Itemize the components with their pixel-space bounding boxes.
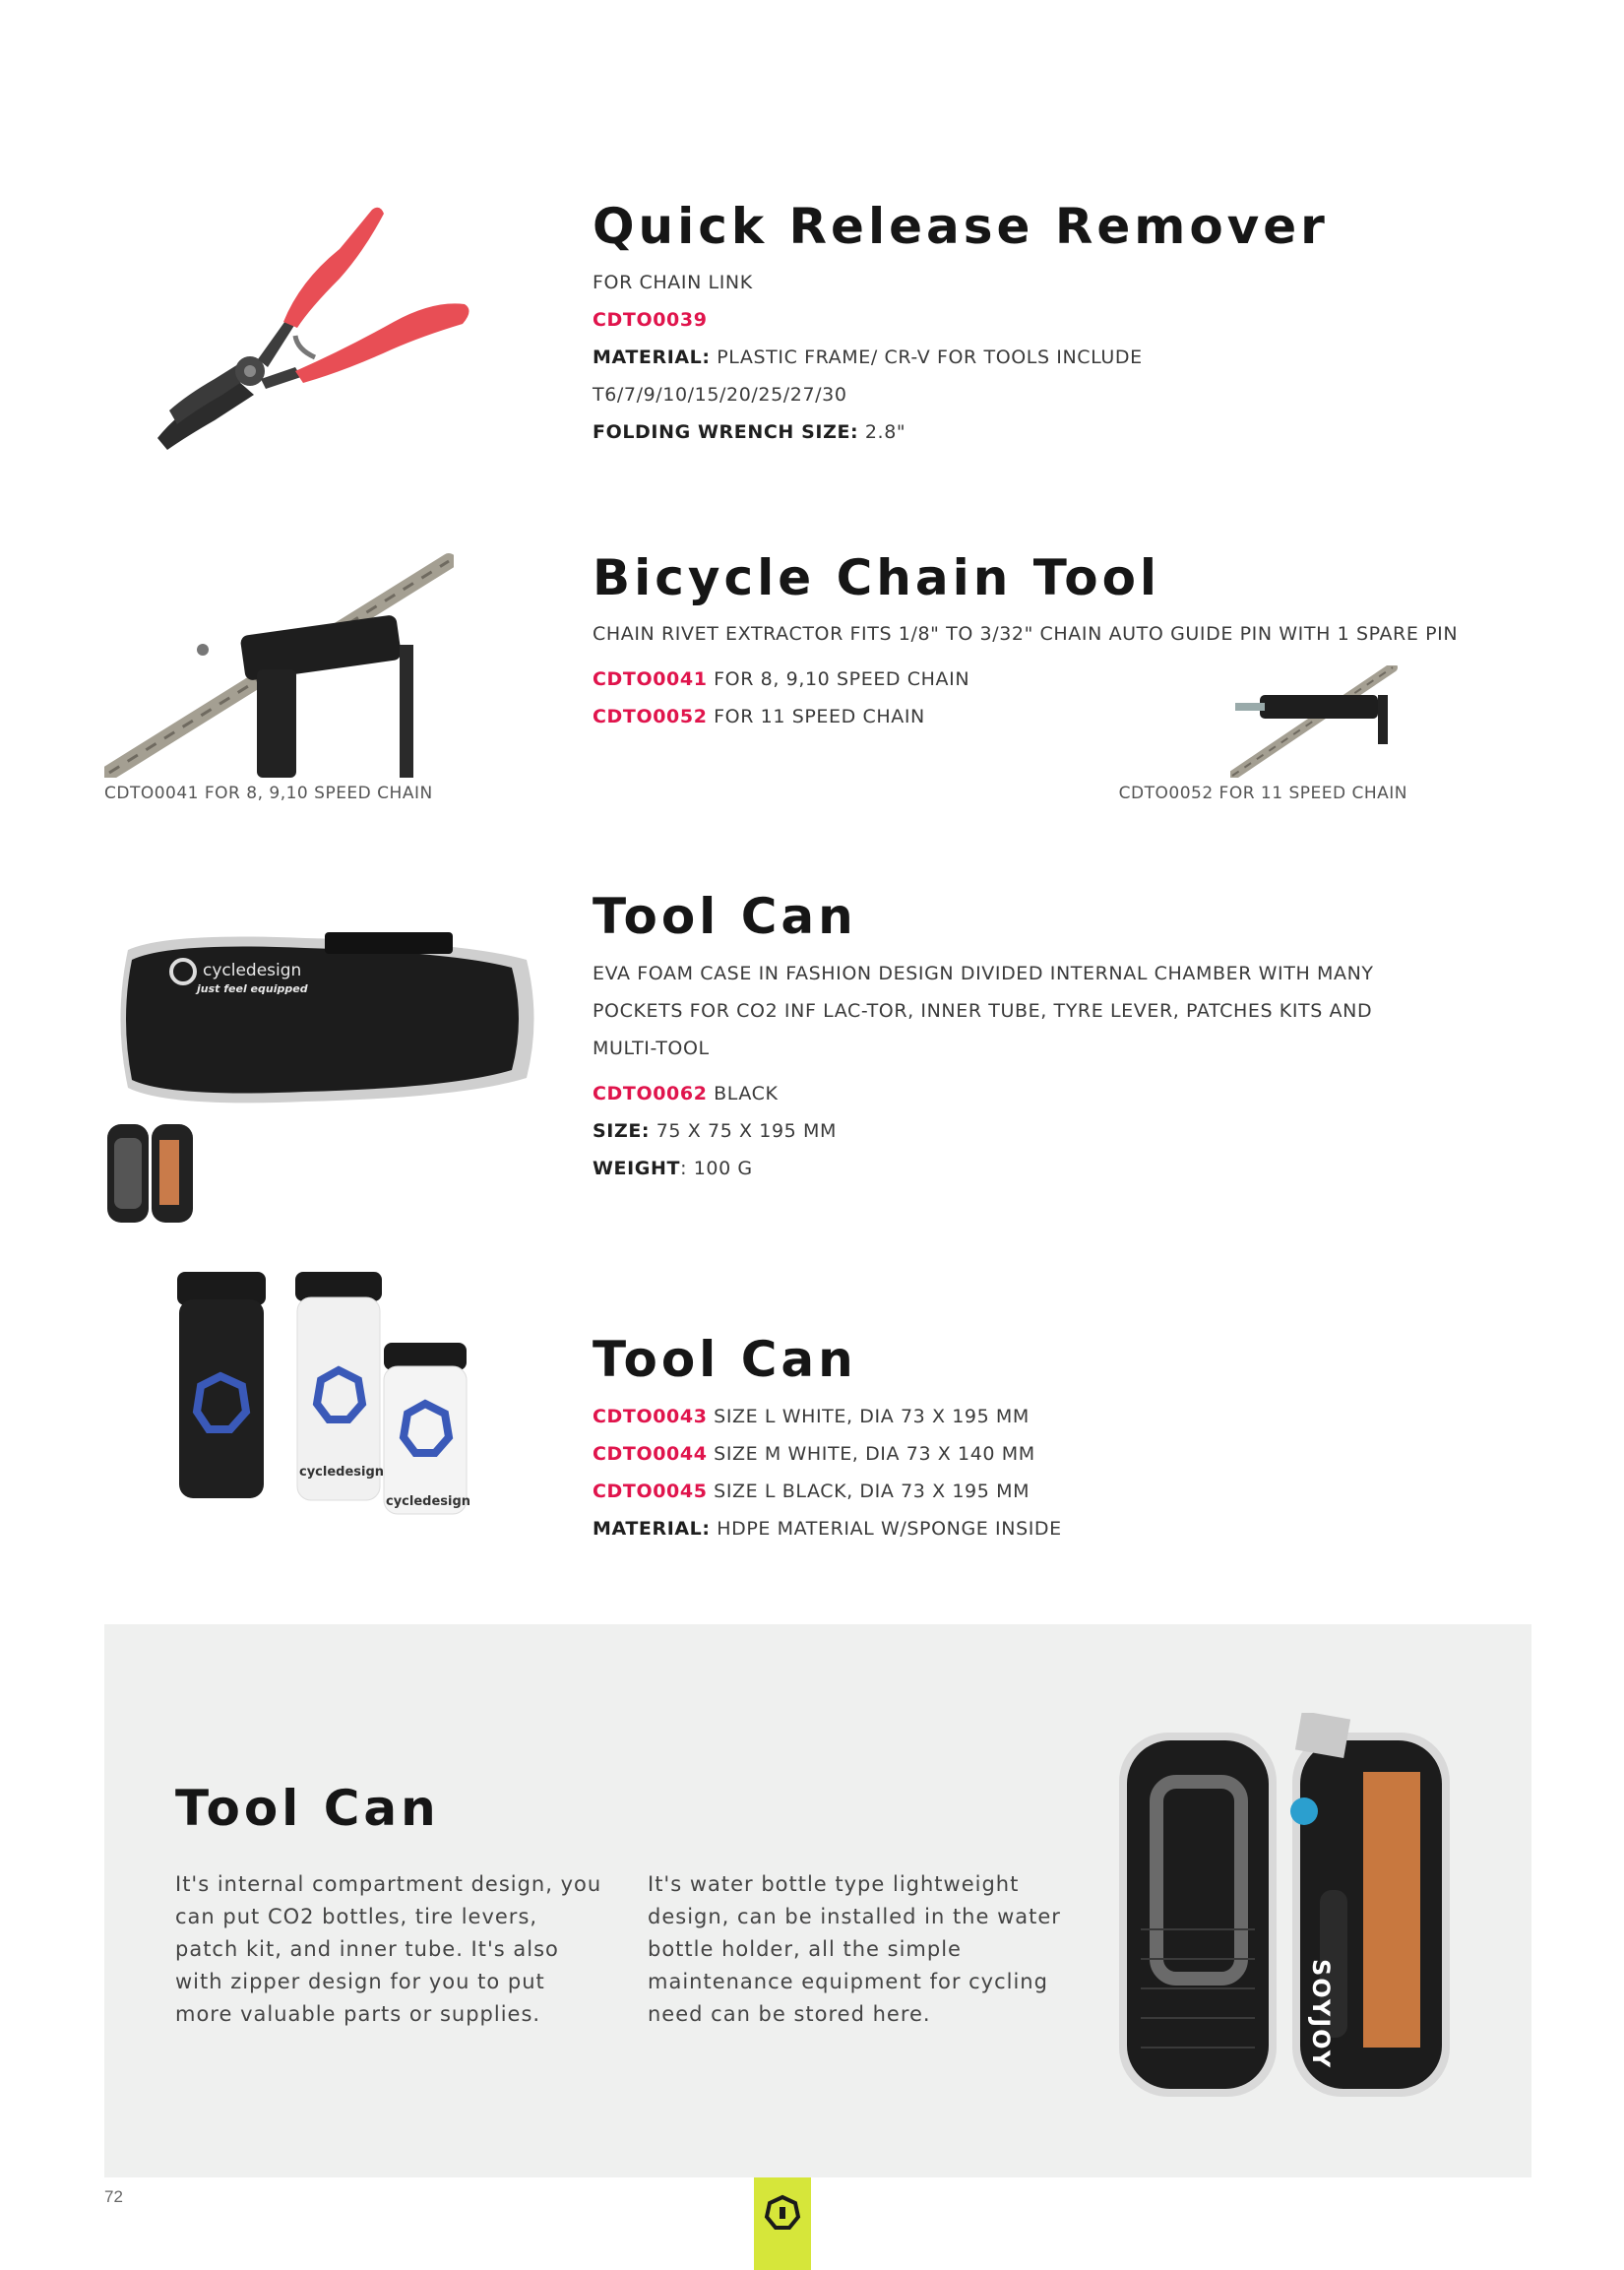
product-image-chain-tool-large bbox=[104, 551, 454, 778]
brand-logo-icon bbox=[754, 2177, 811, 2270]
spec-line: MATERIAL: PLASTIC FRAME/ CR-V FOR TOOLS INCLUDE bbox=[593, 347, 1143, 368]
spec-line: FOLDING WRENCH SIZE: 2.8" bbox=[593, 421, 906, 443]
case-logo-text: cycledesign bbox=[203, 961, 302, 980]
energy-bar-label: SOYJOY bbox=[1307, 1959, 1335, 2070]
feature-title: Tool Can bbox=[175, 1780, 440, 1837]
product-image-tool-case bbox=[108, 920, 541, 1117]
product-code-line: CDTO0043 SIZE L WHITE, DIA 73 X 195 MM bbox=[593, 1406, 1030, 1427]
product-title-tool-can-bottles: Tool Can bbox=[593, 1331, 857, 1388]
product-title-quick-release-remover: Quick Release Remover bbox=[593, 198, 1329, 255]
bottle-label-text: cycledesign bbox=[299, 1465, 385, 1480]
product-specs-tool-can-bottles bbox=[593, 1398, 1062, 1547]
spec-line: CHAIN RIVET EXTRACTOR FITS 1/8" TO 3/32" CHAIN AUTO GUIDE PIN WITH 1 SPARE PIN bbox=[593, 623, 1459, 645]
spec-line: WEIGHT: 100 G bbox=[593, 1158, 753, 1179]
feature-text-column-1: It's internal compartment design, you can put CO2 bottles, tire levers, patch kit, and inner tube. It's also with zipper design for you to put more valuable parts or supplies. bbox=[175, 1872, 602, 2026]
product-code-line: CDTO0041 FOR 8, 9,10 SPEED CHAIN bbox=[593, 668, 970, 690]
product-specs-tool-can-case bbox=[593, 955, 1374, 1187]
product-title-tool-can-case: Tool Can bbox=[593, 888, 857, 945]
product-code-line: CDTO0044 SIZE M WHITE, DIA 73 X 140 MM bbox=[593, 1443, 1035, 1465]
feature-image-open-tool-case bbox=[1117, 1713, 1452, 2107]
image-caption-chain-tool-left: CDTO0041 FOR 8, 9,10 SPEED CHAIN bbox=[104, 784, 433, 803]
product-image-tool-bottles bbox=[175, 1270, 490, 1531]
product-image-quick-release-remover bbox=[148, 202, 482, 458]
spec-line: POCKETS FOR CO2 INF LAC-TOR, INNER TUBE, TYRE LEVER, PATCHES KITS AND bbox=[593, 1000, 1373, 1022]
product-specs-quick-release-remover bbox=[593, 264, 1143, 451]
case-tagline: just feel equipped bbox=[197, 982, 308, 995]
page-number: 72 bbox=[104, 2187, 123, 2206]
product-code: CDTO0039 bbox=[593, 309, 708, 331]
product-code-line: CDTO0045 SIZE L BLACK, DIA 73 X 195 MM bbox=[593, 1481, 1031, 1502]
bottle-label-text-small: cycledesign bbox=[386, 1494, 471, 1509]
spec-line: T6/7/9/10/15/20/25/27/30 bbox=[593, 384, 847, 406]
spec-line: EVA FOAM CASE IN FASHION DESIGN DIVIDED INTERNAL CHAMBER WITH MANY bbox=[593, 963, 1374, 984]
spec-line: SIZE: 75 X 75 X 195 MM bbox=[593, 1120, 837, 1142]
product-title-chain-tool: Bicycle Chain Tool bbox=[593, 549, 1161, 606]
feature-text-column-2: It's water bottle type lightweight design, can be installed in the water bottle holder, all the simple maintenance equipment for cycling need can be stored here. bbox=[648, 1872, 1061, 2026]
product-code-line: CDTO0062 BLACK bbox=[593, 1083, 779, 1104]
spec-line: FOR CHAIN LINK bbox=[593, 272, 753, 293]
spec-line: MATERIAL: HDPE MATERIAL W/SPONGE INSIDE bbox=[593, 1518, 1062, 1540]
spec-line: MULTI-TOOL bbox=[593, 1038, 710, 1059]
product-image-chain-tool-small bbox=[1230, 665, 1407, 778]
product-code-line: CDTO0052 FOR 11 SPEED CHAIN bbox=[593, 706, 925, 727]
brand-tab bbox=[754, 2177, 811, 2270]
image-caption-chain-tool-right: CDTO0052 FOR 11 SPEED CHAIN bbox=[1118, 784, 1407, 803]
product-image-tool-case-open-thumb bbox=[104, 1118, 198, 1227]
